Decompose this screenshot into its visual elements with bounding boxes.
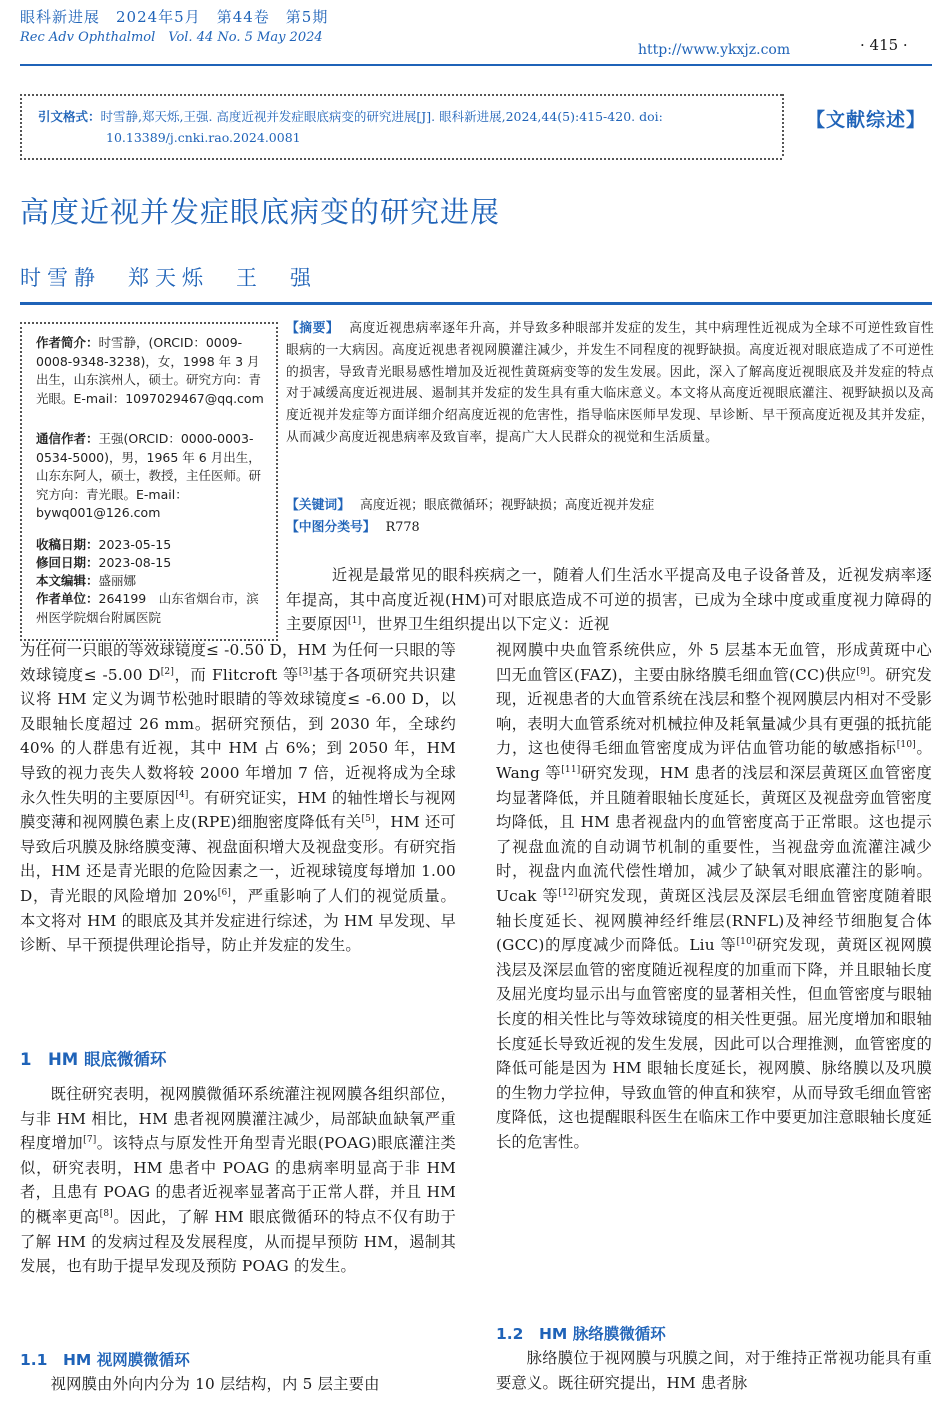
received-date xyxy=(36,536,268,555)
rc-p1d: 研究发现，HM 患者的浅层和深层黄斑区血管密度均显著降低，并且随着眼轴长度延长，黄斑区及视盘旁血管密度均降低，且 HM 患者视盘内的血管密度高于正常眼。这也提示了视盘血流的自动调节机制的重要性，当视盘旁血流灌注减少时，视盘内血流代偿性增加，减少了缺氧对眼底灌注的影响。Ucak 等 xyxy=(496,763,932,905)
ref-7[interactable]: [7] xyxy=(83,1135,97,1146)
lc-p1b: ，而 Flitcroft 等 xyxy=(174,665,299,684)
ref-3[interactable]: [3] xyxy=(298,666,313,677)
author-bio-label: 作者简介： xyxy=(36,335,99,350)
corr-text: 王强(ORCID：0000-0003-0534-5000)，男，1965 年 6 月出生，山东东阿人，硕士，教授，主任医师。研究方向：青光眼。E-mail：bywq001@126.com xyxy=(36,431,262,520)
authors: 时雪静 郑天烁 王 强 xyxy=(20,266,317,290)
right-column xyxy=(496,638,932,1154)
clc-number xyxy=(286,516,420,535)
intro-text: 近视是最常见的眼科疾病之一，随着人们生活水平提高及电子设备普及，近视发病率逐年提高，其中高度近视(HM)可对眼底造成不可逆的损害，已成为全球中度或重度视力障碍的主要原因 xyxy=(286,566,932,634)
keywords-label: 【关键词】 xyxy=(286,498,350,513)
ref-10b[interactable]: [10] xyxy=(736,937,756,948)
editor-label: 本文编辑： xyxy=(36,573,99,588)
ref-4[interactable]: [4] xyxy=(175,789,189,800)
journal-header-en: Rec Adv Ophthalmol Vol. 44 No. 5 May 2024 xyxy=(20,30,323,45)
ref-1[interactable]: [1] xyxy=(348,616,362,627)
unit-label: 作者单位： xyxy=(36,591,99,606)
unit-value: 264199 山东省烟台市，滨州医学院烟台附属医院 xyxy=(36,591,259,625)
citation-label: 引文格式： xyxy=(38,109,101,124)
lc-p1e: ，HM 还可导致后巩膜及脉络膜变薄、视盘面积增大及视盘变形。有研究指出，HM 还是青光眼的危险因素之一，近视球镜度每增加 1.00 D，青光眼的风险增加 20% xyxy=(20,813,456,905)
rc-p1a: 视网膜中央血管系统供应，外 5 层基本无血管，形成黄斑中心凹无血管区(FAZ)，主要由脉络膜毛细血管(CC)供应 xyxy=(496,641,932,684)
rc-p1c: 。Wang 等 xyxy=(496,739,932,782)
section-heading-1-1: 1.1 HM 视网膜微循环 xyxy=(20,1351,190,1369)
abstract-label: 【摘要】 xyxy=(286,321,340,336)
editor xyxy=(36,572,268,591)
ref-2[interactable]: [2] xyxy=(160,666,175,677)
corr-label: 通信作者： xyxy=(36,431,99,446)
corresponding-author xyxy=(36,430,268,523)
lc-p2b: 。该特点与原发性开角型青光眼(POAG)眼底灌注类似，研究表明，HM 患者中 POAG 的患病率明显高于非 HM 者，且患有 POAG 的患者近视率显著高于正常人群，并且 HM 的概率更高 xyxy=(20,1134,456,1226)
intro-tail: ，世界卫生组织提出以下定义：近视 xyxy=(361,615,610,634)
ref-5[interactable]: [5] xyxy=(361,814,375,825)
citation-body: 时雪静,郑天烁,王强. 高度近视并发症眼底病变的研究进展[J]. 眼科新进展,2024,44(5):415-420. doi: xyxy=(100,109,663,124)
author-bio xyxy=(36,334,268,408)
ref-6[interactable]: [6] xyxy=(217,887,232,898)
clc-text: R778 xyxy=(385,520,420,535)
section-heading-1: 1 HM 眼底微循环 xyxy=(20,1050,167,1069)
journal-header-cn: 眼科新进展 2024年5月 第44卷 第5期 xyxy=(20,8,329,26)
clc-label: 【中图分类号】 xyxy=(286,520,376,535)
page-title: 高度近视并发症眼底病变的研究进展 xyxy=(20,195,501,229)
rc-p1e: 研究发现，黄斑区浅层及深层毛细血管密度随着眼轴长度延长、视网膜神经纤维层(RNFL)及神经节细胞复合体(GCC)的厚度减少而降低。Liu 等 xyxy=(496,886,932,955)
rc-p1b: 。研究发现，近视患者的大血管系统在浅层和整个视网膜层内相对不受影响，表明大血管系统对机械拉伸及耗氧量减少具有更强的抵抗能力，这也使得毛细血管密度成为评估血管功能的敏感指标 xyxy=(496,665,932,758)
abstract xyxy=(286,318,934,449)
section-heading-1-2: 1.2 HM 脉络膜微循环 xyxy=(496,1325,666,1343)
left-column-s1 xyxy=(20,1082,456,1279)
received-value: 2023-05-15 xyxy=(98,537,172,552)
right-column-s12 xyxy=(496,1346,932,1395)
received-label: 收稿日期： xyxy=(36,537,99,552)
lc-p1a: 为任何一只眼的等效球镜度≤ -0.50 D，HM 为任何一只眼的等效球镜度≤ -5.00 D xyxy=(20,641,456,684)
page-number: · 415 · xyxy=(860,36,908,54)
revised-date xyxy=(36,554,268,573)
abstract-text: 高度近视患病率逐年升高，并导致多种眼部并发症的发生，其中病理性近视成为全球不可逆性致盲性眼病的一大病因。高度近视患者视网膜灌注减少，并发生不同程度的视野缺损。高度近视对眼底造成了不可逆性的损害，导致青光眼易感性增加及近视性黄斑病变等的发生发展。因此，深入了解高度近视眼底及并发症的特点对于减缓高度近视进展、遏制其并发症的发生具有重大临床意义。本文将从高度近视眼底灌注、视野缺损以及高度近视并发症等方面详细介绍高度近视的危害性，指导临床医师早发现、早诊断、早干预高度近视及其并发症，从而减少高度近视患病率及致盲率，提高广大人民群众的视觉和生活质量。 xyxy=(286,321,934,445)
editor-value: 盛丽娜 xyxy=(98,573,137,588)
ref-8[interactable]: [8] xyxy=(99,1208,113,1219)
lc-p2c: 。因此，了解 HM 眼底微循环的特点不仅有助于了解 HM 的发病过程及发展程度，从而提早预防 HM，遏制其发展，也有助于提早发现及预防 POAG 的发生。 xyxy=(20,1207,456,1276)
author-bio-text: 时雪静，(ORCID：0009-0008-9348-3238)，女，1998 年 3 月出生，山东滨州人，硕士。研究方向：青光眼。E-mail：1097029467@qq.com xyxy=(36,335,264,406)
citation-text xyxy=(38,106,773,148)
author-unit xyxy=(36,590,268,627)
lc-p1d: 。有研究证实，HM 的轴性增长与视网膜变薄和视网膜色素上皮(RPE)细胞密度降低有关 xyxy=(20,788,456,832)
lc-p2a: 既往研究表明，视网膜微循环系统灌注视网膜各组织部位，与非 HM 相比，HM 患者视网膜灌注减少，局部缺血缺氧严重程度增加 xyxy=(20,1085,456,1153)
keywords-text: 高度近视；眼底微循环；视野缺损；高度近视并发症 xyxy=(359,498,655,513)
ref-11[interactable]: [11] xyxy=(561,764,581,775)
header-rule xyxy=(20,64,932,66)
rc-p2: 脉络膜位于视网膜与巩膜之间，对于维持正常视功能具有重要意义。既往研究提出，HM 患者脉 xyxy=(496,1349,932,1392)
section-tag: 【文献综述】 xyxy=(806,109,927,131)
lc-p1c: 基于各项研究共识建议将 HM 定义为调节松弛时眼睛的等效球镜度≤ -6.00 D，以及眼轴长度超过 26 mm。据研究预估，到 2030 年，全球约 40% 的人群患有近视，其中 HM 占 6%；到 2050 年，HM 导致的视力丧失人数将较 2000 年增加 7 倍，近视将成为全球永久性失明的主要原因 xyxy=(20,665,456,807)
ref-12[interactable]: [12] xyxy=(558,887,578,898)
rc-p1f: 研究发现，黄斑区视网膜浅层及深层血管的密度随近视程度的加重而下降，并且眼轴长度及屈光度均显示出与血管密度的显著相关性，但血管密度与眼轴长度的相关性比与等效球镜度的相关性更强。屈光度增加和眼轴长度延长导致近视的发生发展，因此可以合理推测，血管密度的降低可能是因为 HM 眼轴长度延长，视网膜、脉络膜以及巩膜的生物力学拉伸，导致血管的伸直和狭窄，从而导致毛细血管密度降低，这也提醒眼科医生在临床工作中要更加注意眼轴长度延长的危害性。 xyxy=(496,936,932,1151)
authors-rule xyxy=(20,302,932,305)
left-column-s11 xyxy=(20,1372,456,1397)
keywords xyxy=(286,494,654,513)
left-column xyxy=(20,638,456,958)
journal-url[interactable]: http://www.ykxjz.com xyxy=(638,42,791,58)
lc-p1f: ，严重影响了人们的视觉质量。本文将对 HM 的眼底及其并发症进行综述，为 HM 早发现、早诊断、早干预提供理论指导，防止并发症的发生。 xyxy=(20,886,456,955)
citation-doi[interactable]: 10.13389/j.cnki.rao.2024.0081 xyxy=(106,130,301,145)
revised-value: 2023-08-15 xyxy=(98,555,172,570)
ref-9[interactable]: [9] xyxy=(856,666,870,677)
lc-p3: 视网膜由外向内分为 10 层结构，内 5 层主要由 xyxy=(50,1375,380,1393)
intro-paragraph xyxy=(286,563,932,637)
ref-10[interactable]: [10] xyxy=(896,740,916,751)
revised-label: 修回日期： xyxy=(36,555,99,570)
